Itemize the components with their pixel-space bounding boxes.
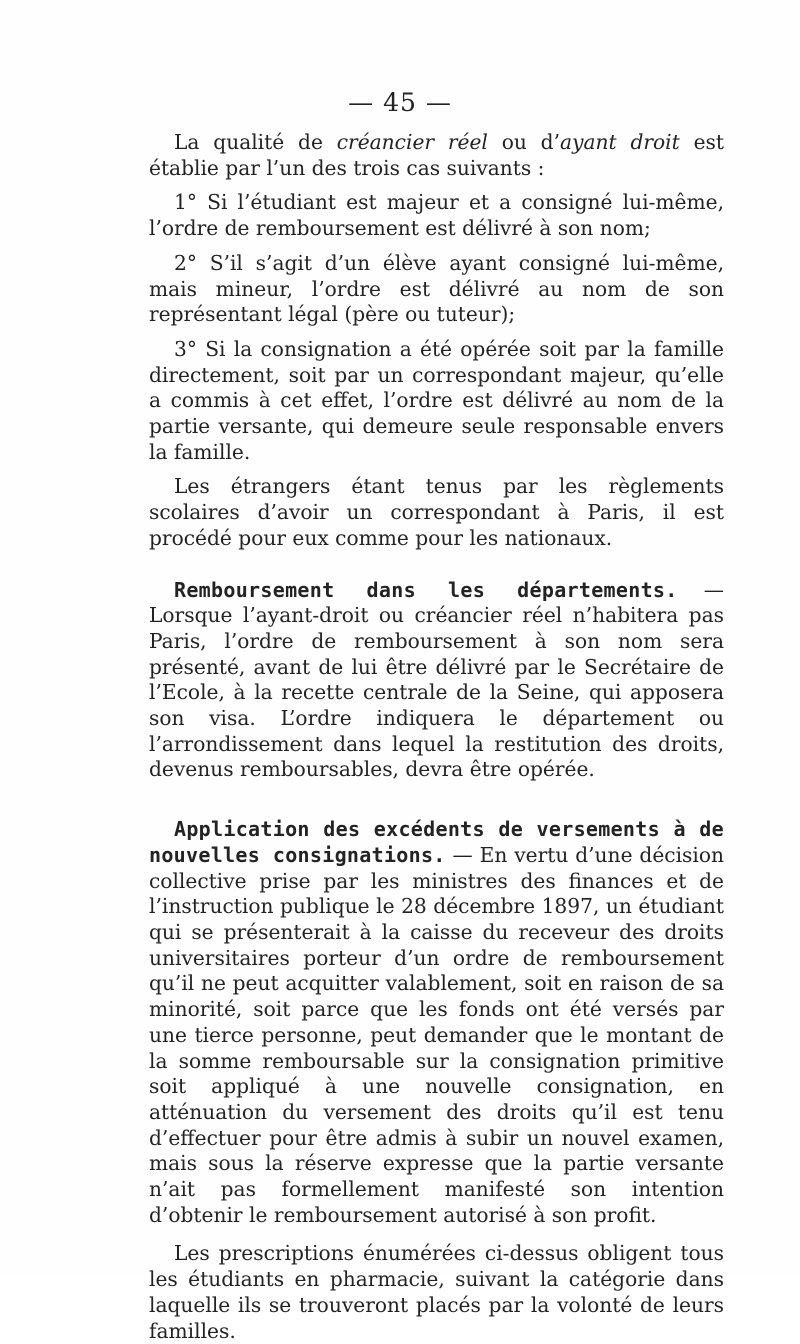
list-number: 2° <box>174 250 197 275</box>
text-run: ou d’ <box>487 130 561 154</box>
paragraph-final: Les prescriptions énumérées ci-dessus obligent tous les étudiants en pharmacie, suivant la catégorie dans laquelle ils se trouveront placés par la volonté de leurs familles. <box>149 1241 724 1343</box>
section-heading-excess: Application des excédents de versements à de nouvelles consignations. <box>149 817 724 867</box>
page-body <box>149 130 724 1344</box>
term-ayant-droit: ayant droit <box>560 130 680 154</box>
list-text: S’il s’agit d’un élève ayant consigné lui-même, mais mineur, l’ordre est délivré au nom de son représentant légal (père ou tuteur); <box>149 250 724 327</box>
text-run: est établie par l’un des trois cas suivants : <box>149 130 724 180</box>
page-number: — 45 — <box>348 88 452 117</box>
term-creancier-reel: créancier réel <box>336 130 488 154</box>
list-text: Si la consignation a été opérée soit par la famille directement, soit par un correspondant majeur, qu’elle a commis à cet effet, l’ordre est délivré au nom de la partie versante, qui demeure seule responsable envers la famille. <box>149 336 724 464</box>
list-item-case-2 <box>149 251 724 328</box>
section-heading-departments: Remboursement dans les départements. <box>174 577 678 602</box>
section-departments <box>149 578 724 784</box>
list-number: 1° <box>174 190 197 215</box>
list-item-case-3 <box>149 337 724 466</box>
list-text: Si l’étudiant est majeur et a consigné lui-même, l’ordre de remboursement est délivré à son nom; <box>149 190 724 241</box>
section-text: — En vertu d’une décision collective prise par les ministres des finances et de l’instruction publique le 28 décembre 1897, un étudiant qui se présenterait à la caisse du receveur des droits universitaires porteur d’un ordre de remboursement qu’il ne peut acquitter valablement, soit en raison de sa minorité, soit parce que les fonds ont été versés par une tierce personne, peut demander que le montant de la somme remboursable sur la consignation primitive soit appliqué à une nouvelle consignation, en atténuation du versement des droits qu’il est tenu d’effectuer pour être admis à subir un nouvel examen, mais sous la réserve expresse que la partie versante n’ait pas formellement manifesté son intention d’obtenir le remboursement autorisé à son profit. <box>149 842 724 1227</box>
text-run: La qualité de <box>174 130 337 154</box>
section-text: — Lorsque l’ayant-droit ou créancier réel n’habitera pas Paris, l’ordre de remboursement à son nom sera présenté, avant de lui être délivré par le Secrétaire de l’Ecole, à la recette centrale de la Seine, qui apposera son visa. L’ordre indiquera le département ou l’arrondissement dans lequel la restitution des droits, devenus remboursables, devra être opérée. <box>149 577 724 782</box>
paragraph-creditor-definition <box>149 130 724 181</box>
paragraph-foreign-students: Les étrangers étant tenus par les règlements scolaires d’avoir un correspondant à Paris, il est procédé pour eux comme pour les nationaux. <box>149 474 724 550</box>
list-number: 3° <box>174 336 197 361</box>
section-excess-payments <box>149 817 724 1228</box>
list-item-case-1 <box>149 190 724 241</box>
